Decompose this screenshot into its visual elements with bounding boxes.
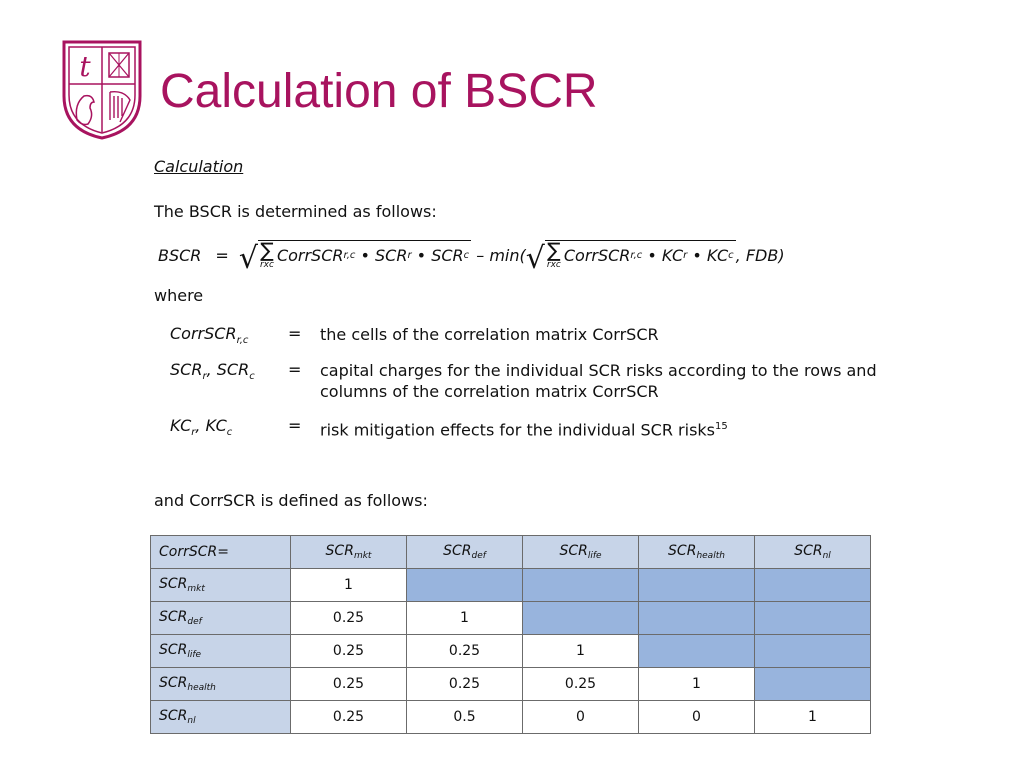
table-cell: 1 xyxy=(639,668,755,701)
section-heading: Calculation xyxy=(154,157,244,176)
definitions-list xyxy=(170,324,880,455)
table-row xyxy=(151,701,871,734)
table-cell: 1 xyxy=(523,635,639,668)
definition-corrscr xyxy=(170,324,880,346)
formula-lhs: BSCR xyxy=(158,245,202,265)
column-header: $SCR_{nl}$ xyxy=(755,536,871,569)
corrscr-term: CorrSCR xyxy=(563,246,631,265)
table-cell: 0.25 xyxy=(291,635,407,668)
column-header: $SCR_{life}$ xyxy=(523,536,639,569)
definition-equals: = xyxy=(288,324,302,343)
definition-text: risk mitigation effects for the individual SCR risks$^{15}$ xyxy=(320,420,728,440)
radical-sign-icon: √ xyxy=(525,241,545,276)
crest-letter: t xyxy=(79,50,91,83)
scr-term: SCR xyxy=(431,246,464,265)
footnote-ref: 15 xyxy=(715,421,728,433)
intro-text: The BSCR is determined as follows: xyxy=(154,202,437,221)
definition-kc xyxy=(170,416,880,440)
definition-text: capital charges for the individual SCR risks according to the rows and columns of the correlation matrix CorrSCR xyxy=(320,361,877,402)
table-row xyxy=(151,668,871,701)
table-row xyxy=(151,635,871,668)
table-row xyxy=(151,569,871,602)
correlation-matrix xyxy=(150,535,871,734)
table-cell: 1 xyxy=(407,602,523,635)
definition-equals: = xyxy=(288,360,302,380)
radicand-1 xyxy=(258,240,471,270)
crest-icon xyxy=(60,38,144,142)
definition-term: CorrSCR$_{r,c}$ xyxy=(170,324,249,347)
blank-cell xyxy=(755,635,871,668)
blank-cell xyxy=(639,635,755,668)
table-cell: 0.25 xyxy=(407,635,523,668)
kc-sub-c: c xyxy=(728,250,734,261)
sqrt-term-1 xyxy=(238,238,471,276)
table-cell: 0.25 xyxy=(291,701,407,734)
definition-term: $SCR_r$, $SCR_c$ xyxy=(170,360,255,383)
row-header: $SCR_{def}$ xyxy=(151,602,291,635)
where-label: where xyxy=(154,286,204,305)
blank-cell xyxy=(639,602,755,635)
definition-scr xyxy=(170,360,880,402)
table-cell: 1 xyxy=(755,701,871,734)
formula-equals: = xyxy=(215,245,229,265)
table-cell: 0.5 xyxy=(407,701,523,734)
blank-cell xyxy=(523,569,639,602)
matrix-header-row xyxy=(151,536,871,569)
definition-text: the cells of the correlation matrix CorrSCR xyxy=(320,325,659,344)
definition-equals: = xyxy=(288,416,302,436)
formula-tail: , FDB) xyxy=(735,245,785,265)
table-cell: 0 xyxy=(523,701,639,734)
scr-sub-c: c xyxy=(463,250,470,261)
scr-sub-r: r xyxy=(407,250,412,261)
kc-term: KC xyxy=(661,246,684,265)
corrscr-term: CorrSCR xyxy=(276,246,344,265)
dot-operator: • xyxy=(360,246,370,265)
dot-operator: • xyxy=(416,246,427,265)
definition-term: $KC_r$, $KC_c$ xyxy=(170,416,233,439)
column-header: $SCR_{health}$ xyxy=(639,536,755,569)
sum-symbol-1 xyxy=(259,238,274,270)
sum-symbol-2 xyxy=(546,238,561,270)
matrix-intro: and CorrSCR is defined as follows: xyxy=(154,491,428,510)
kc-term: KC xyxy=(706,246,729,265)
dot-operator: • xyxy=(647,246,657,265)
blank-cell xyxy=(755,602,871,635)
sigma-icon: ∑ xyxy=(547,238,561,262)
column-header: $SCR_{mkt}$ xyxy=(291,536,407,569)
sum-limit: rxc xyxy=(546,260,561,270)
table-cell: 0.25 xyxy=(291,668,407,701)
column-header: $SCR_{def}$ xyxy=(407,536,523,569)
table-cell: 0.25 xyxy=(523,668,639,701)
blank-cell xyxy=(639,569,755,602)
dot-operator: • xyxy=(692,246,702,265)
table-cell: 0.25 xyxy=(291,602,407,635)
blank-cell xyxy=(523,602,639,635)
sqrt-term-2 xyxy=(525,238,736,276)
radical-sign-icon: √ xyxy=(238,241,258,276)
row-header: $SCR_{health}$ xyxy=(151,668,291,701)
table-cell: 0.25 xyxy=(407,668,523,701)
row-header: $SCR_{mkt}$ xyxy=(151,569,291,602)
blank-cell xyxy=(407,569,523,602)
kc-sub-r: r xyxy=(683,250,688,261)
matrix-corner-label: CorrSCR= xyxy=(151,536,291,569)
min-operator: – min( xyxy=(476,245,526,265)
sum-limit: rxc xyxy=(259,260,274,270)
sigma-icon: ∑ xyxy=(260,238,274,262)
table-cell: 0 xyxy=(639,701,755,734)
corrscr-sub: r,c xyxy=(343,250,356,261)
row-header: $SCR_{nl}$ xyxy=(151,701,291,734)
scr-term: SCR xyxy=(375,246,408,265)
bscr-formula xyxy=(158,238,785,276)
page-title: Calculation of BSCR xyxy=(160,65,598,118)
table-cell: 1 xyxy=(291,569,407,602)
blank-cell xyxy=(755,668,871,701)
table-row xyxy=(151,602,871,635)
radicand-2 xyxy=(545,240,736,270)
blank-cell xyxy=(755,569,871,602)
corrscr-sub: r,c xyxy=(630,250,643,261)
row-header: $SCR_{life}$ xyxy=(151,635,291,668)
